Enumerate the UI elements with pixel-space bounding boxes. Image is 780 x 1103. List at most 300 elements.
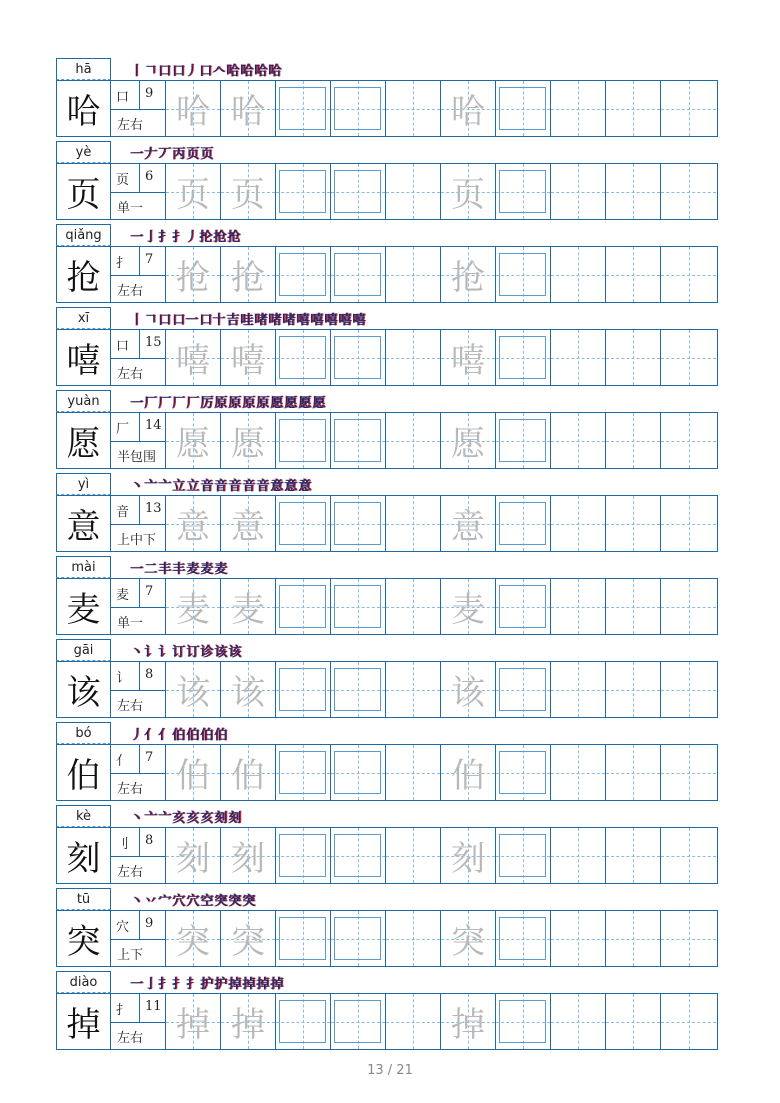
writing-box[interactable] <box>334 1000 381 1043</box>
writing-box[interactable] <box>279 668 326 711</box>
practice-cell[interactable] <box>331 81 386 136</box>
practice-cell[interactable] <box>441 994 496 1049</box>
writing-box[interactable] <box>499 751 546 794</box>
practice-cell[interactable] <box>276 413 331 468</box>
writing-box[interactable] <box>334 87 381 130</box>
practice-cell[interactable] <box>661 911 716 966</box>
practice-cell[interactable] <box>331 662 386 717</box>
stroke-count: 6 <box>145 169 154 184</box>
practice-cell[interactable] <box>166 828 221 883</box>
practice-cell[interactable] <box>331 164 386 219</box>
writing-box[interactable] <box>499 585 546 628</box>
practice-cell[interactable] <box>496 994 551 1049</box>
stroke-step: 二 <box>144 562 158 577</box>
practice-cell[interactable] <box>221 164 276 219</box>
practice-cell[interactable] <box>551 828 606 883</box>
practice-cell[interactable] <box>551 745 606 800</box>
stroke-step: 页 <box>186 147 200 162</box>
practice-cell[interactable] <box>386 579 441 634</box>
practice-cell[interactable] <box>276 579 331 634</box>
model-character: 页 <box>57 164 111 219</box>
practice-cell[interactable] <box>221 828 276 883</box>
practice-cell[interactable] <box>331 496 386 551</box>
practice-cell[interactable] <box>441 745 496 800</box>
radical-label: 口 <box>116 90 130 105</box>
practice-cell[interactable] <box>276 247 331 302</box>
stroke-step: 啫 <box>282 313 296 328</box>
practice-cell[interactable] <box>441 496 496 551</box>
practice-cell[interactable] <box>331 911 386 966</box>
practice-cell[interactable] <box>606 828 661 883</box>
practice-cell[interactable] <box>496 496 551 551</box>
pinyin-label: tū <box>56 888 111 910</box>
trace-character: 麦 <box>176 590 210 630</box>
writing-box[interactable] <box>279 253 326 296</box>
character-info <box>111 496 166 551</box>
practice-cell[interactable] <box>496 330 551 385</box>
stroke-step: 啫 <box>268 313 282 328</box>
practice-cell[interactable] <box>276 496 331 551</box>
practice-cell[interactable] <box>496 745 551 800</box>
stroke-count: 11 <box>145 999 162 1014</box>
stroke-step: 亅 <box>144 977 158 992</box>
practice-cell[interactable] <box>661 247 716 302</box>
structure-label: 左右 <box>117 284 144 299</box>
pinyin-label: yè <box>56 141 111 163</box>
stroke-count: 14 <box>145 418 162 433</box>
practice-cell[interactable] <box>386 745 441 800</box>
practice-cell[interactable] <box>551 911 606 966</box>
practice-cell[interactable] <box>496 911 551 966</box>
practice-cell[interactable] <box>386 81 441 136</box>
stroke-step: 亠 <box>158 811 172 826</box>
practice-cell[interactable] <box>276 828 331 883</box>
model-character: 掉 <box>57 994 111 1049</box>
stroke-step: 嘻 <box>296 313 310 328</box>
practice-cell[interactable] <box>276 745 331 800</box>
stroke-step: 意 <box>270 479 284 494</box>
practice-cell[interactable] <box>331 330 386 385</box>
writing-box[interactable] <box>334 336 381 379</box>
writing-grid-row <box>56 827 718 884</box>
practice-cell[interactable] <box>386 496 441 551</box>
model-character: 麦 <box>57 579 111 634</box>
stroke-step: 嘻 <box>324 313 338 328</box>
practice-cell[interactable] <box>276 81 331 136</box>
structure-label: 上下 <box>117 948 144 963</box>
stroke-step: 丶 <box>130 811 144 826</box>
pinyin-label: gāi <box>56 639 111 661</box>
practice-cell[interactable] <box>441 911 496 966</box>
trace-character: 掉 <box>176 1005 210 1045</box>
practice-cell[interactable] <box>276 164 331 219</box>
stroke-order-sequence <box>130 391 326 411</box>
writing-box[interactable] <box>334 668 381 711</box>
practice-cell[interactable] <box>166 330 221 385</box>
practice-cell[interactable] <box>606 579 661 634</box>
structure-label: 半包围 <box>117 450 157 465</box>
practice-cell[interactable] <box>606 81 661 136</box>
practice-cell[interactable] <box>496 579 551 634</box>
stroke-step: 掉 <box>270 977 284 992</box>
trace-character: 掉 <box>451 1005 485 1045</box>
practice-cell[interactable] <box>606 330 661 385</box>
practice-cell[interactable] <box>331 994 386 1049</box>
writing-box[interactable] <box>279 87 326 130</box>
stroke-step: 丆 <box>158 147 172 162</box>
writing-box[interactable] <box>499 834 546 877</box>
writing-box[interactable] <box>334 751 381 794</box>
practice-cell[interactable] <box>441 828 496 883</box>
trace-character: 意 <box>451 507 485 547</box>
practice-cell[interactable] <box>496 662 551 717</box>
trace-character: 哈 <box>451 92 485 132</box>
stroke-step: 立 <box>172 479 186 494</box>
stroke-step: 突 <box>228 894 242 909</box>
stroke-order-sequence <box>130 142 214 162</box>
writing-box[interactable] <box>499 170 546 213</box>
practice-cell[interactable] <box>496 413 551 468</box>
practice-cell[interactable] <box>606 496 661 551</box>
writing-box[interactable] <box>499 419 546 462</box>
trace-character: 哈 <box>176 92 210 132</box>
radical-label: 口 <box>116 339 130 354</box>
trace-character: 哈 <box>231 92 265 132</box>
writing-grid-row <box>56 163 718 220</box>
practice-cell[interactable] <box>661 994 716 1049</box>
practice-cell[interactable] <box>551 330 606 385</box>
writing-grid-row <box>56 329 718 386</box>
practice-cell[interactable] <box>221 496 276 551</box>
stroke-step: 讠 <box>158 645 172 660</box>
writing-box[interactable] <box>499 917 546 960</box>
stroke-count: 8 <box>145 833 154 848</box>
practice-cell[interactable] <box>661 81 716 136</box>
stroke-step: 吉 <box>226 313 240 328</box>
practice-cell[interactable] <box>441 164 496 219</box>
trace-character: 嘻 <box>176 341 210 381</box>
trace-character: 该 <box>451 673 485 713</box>
stroke-step: 伯 <box>186 728 200 743</box>
writing-box[interactable] <box>499 87 546 130</box>
practice-cell[interactable] <box>166 247 221 302</box>
writing-box[interactable] <box>499 668 546 711</box>
pinyin-label: kè <box>56 805 111 827</box>
stroke-step: 抡 <box>199 230 213 245</box>
writing-box[interactable] <box>334 585 381 628</box>
writing-box[interactable] <box>279 585 326 628</box>
stroke-count: 9 <box>145 86 154 101</box>
character-info <box>111 911 166 966</box>
stroke-step: 宀 <box>158 894 172 909</box>
practice-cell[interactable] <box>276 911 331 966</box>
practice-sheet <box>56 58 718 1054</box>
practice-cell[interactable] <box>661 330 716 385</box>
structure-label: 上中下 <box>117 533 157 548</box>
practice-cell[interactable] <box>551 496 606 551</box>
stroke-step: 页 <box>200 147 214 162</box>
writing-box[interactable] <box>279 751 326 794</box>
radical-label: 穴 <box>116 920 130 935</box>
writing-box[interactable] <box>499 1000 546 1043</box>
writing-grid-row <box>56 246 718 303</box>
practice-cell[interactable] <box>661 164 716 219</box>
writing-box[interactable] <box>279 336 326 379</box>
practice-cell[interactable] <box>441 81 496 136</box>
practice-cell[interactable] <box>221 579 276 634</box>
practice-cell[interactable] <box>606 662 661 717</box>
practice-cell[interactable] <box>386 994 441 1049</box>
practice-cell[interactable] <box>221 81 276 136</box>
stroke-order-sequence <box>130 59 282 79</box>
stroke-step: 刻 <box>228 811 242 826</box>
practice-cell[interactable] <box>441 330 496 385</box>
writing-box[interactable] <box>334 834 381 877</box>
trace-character: 麦 <box>451 590 485 630</box>
stroke-count: 15 <box>145 335 162 350</box>
practice-cell[interactable] <box>166 662 221 717</box>
writing-grid-row <box>56 578 718 635</box>
practice-cell[interactable] <box>441 247 496 302</box>
practice-cell[interactable] <box>331 828 386 883</box>
structure-label: 左右 <box>117 865 144 880</box>
writing-box[interactable] <box>499 253 546 296</box>
practice-cell[interactable] <box>496 164 551 219</box>
practice-cell[interactable] <box>221 994 276 1049</box>
stroke-order-sequence <box>130 806 242 826</box>
stroke-step: 穴 <box>172 894 186 909</box>
practice-cell[interactable] <box>551 81 606 136</box>
practice-cell[interactable] <box>276 994 331 1049</box>
stroke-step: 穴 <box>186 894 200 909</box>
practice-cell[interactable] <box>331 247 386 302</box>
stroke-order-sequence <box>130 557 228 577</box>
stroke-count: 7 <box>145 750 154 765</box>
trace-character: 嘻 <box>231 341 265 381</box>
practice-cell[interactable] <box>276 662 331 717</box>
practice-cell[interactable] <box>386 662 441 717</box>
practice-cell[interactable] <box>551 164 606 219</box>
structure-label: 单一 <box>117 201 144 216</box>
stroke-step: 哇 <box>240 313 254 328</box>
writing-box[interactable] <box>334 170 381 213</box>
practice-cell[interactable] <box>221 413 276 468</box>
writing-box[interactable] <box>334 419 381 462</box>
character-info <box>111 994 166 1049</box>
stroke-step: 一 <box>130 147 144 162</box>
practice-cell[interactable] <box>331 745 386 800</box>
practice-cell[interactable] <box>606 247 661 302</box>
stroke-step: 音 <box>256 479 270 494</box>
practice-cell[interactable] <box>661 496 716 551</box>
practice-cell[interactable] <box>661 579 716 634</box>
trace-character: 愿 <box>176 424 210 464</box>
stroke-step: 愿 <box>270 396 284 411</box>
trace-character: 麦 <box>231 590 265 630</box>
trace-character: 嘻 <box>451 341 485 381</box>
stroke-step: 𠂇 <box>144 147 158 162</box>
practice-cell[interactable] <box>606 994 661 1049</box>
writing-box[interactable] <box>279 834 326 877</box>
writing-box[interactable] <box>334 253 381 296</box>
practice-cell[interactable] <box>386 911 441 966</box>
stroke-step: 口 <box>158 313 172 328</box>
practice-cell[interactable] <box>386 413 441 468</box>
writing-box[interactable] <box>279 419 326 462</box>
stroke-step: 𠃍 <box>144 64 158 79</box>
practice-cell[interactable] <box>496 247 551 302</box>
practice-cell[interactable] <box>606 745 661 800</box>
stroke-order-sequence <box>130 972 284 992</box>
writing-box[interactable] <box>499 502 546 545</box>
practice-cell[interactable] <box>661 828 716 883</box>
practice-cell[interactable] <box>606 164 661 219</box>
stroke-step: 厂 <box>144 396 158 411</box>
practice-cell[interactable] <box>386 164 441 219</box>
stroke-order-sequence <box>130 640 242 660</box>
practice-cell[interactable] <box>551 994 606 1049</box>
radical-label: 音 <box>116 505 130 520</box>
stroke-step: 音 <box>242 479 256 494</box>
practice-cell[interactable] <box>386 828 441 883</box>
stroke-step: 原 <box>256 396 270 411</box>
pinyin-label: hā <box>56 58 111 80</box>
practice-cell[interactable] <box>606 413 661 468</box>
pinyin-label: yuàn <box>56 390 111 412</box>
stroke-step: 嘻 <box>310 313 324 328</box>
practice-cell[interactable] <box>166 164 221 219</box>
character-entry <box>56 224 718 307</box>
trace-character: 刻 <box>176 839 210 879</box>
radical-label: 扌 <box>116 256 130 271</box>
practice-cell[interactable] <box>386 330 441 385</box>
trace-character: 意 <box>231 507 265 547</box>
stroke-step: 𠃍 <box>144 313 158 328</box>
writing-box[interactable] <box>279 502 326 545</box>
stroke-step: 丙 <box>172 147 186 162</box>
model-character: 意 <box>57 496 111 551</box>
writing-grid-row <box>56 744 718 801</box>
model-character: 该 <box>57 662 111 717</box>
structure-label: 左右 <box>117 367 144 382</box>
stroke-order-sequence <box>130 723 228 743</box>
writing-box[interactable] <box>279 917 326 960</box>
practice-cell[interactable] <box>221 911 276 966</box>
stroke-count: 7 <box>145 584 154 599</box>
stroke-step: 一 <box>130 977 144 992</box>
practice-cell[interactable] <box>166 579 221 634</box>
practice-cell[interactable] <box>166 496 221 551</box>
practice-cell[interactable] <box>166 745 221 800</box>
stroke-step: 一 <box>130 230 144 245</box>
character-info <box>111 662 166 717</box>
stroke-step: 一 <box>130 562 144 577</box>
stroke-step: 刻 <box>214 811 228 826</box>
practice-cell[interactable] <box>551 662 606 717</box>
trace-character: 抢 <box>231 258 265 298</box>
practice-cell[interactable] <box>221 662 276 717</box>
model-character: 突 <box>57 911 111 966</box>
practice-cell[interactable] <box>331 413 386 468</box>
writing-grid-row <box>56 412 718 469</box>
writing-box[interactable] <box>334 917 381 960</box>
stroke-step: 伯 <box>214 728 228 743</box>
practice-cell[interactable] <box>166 911 221 966</box>
practice-cell[interactable] <box>661 413 716 468</box>
radical-label: 讠 <box>116 671 130 686</box>
stroke-step: 音 <box>214 479 228 494</box>
writing-box[interactable] <box>279 170 326 213</box>
stroke-step: 扌 <box>158 230 172 245</box>
structure-label: 左右 <box>117 118 144 133</box>
stroke-step: 亠 <box>144 479 158 494</box>
practice-cell[interactable] <box>221 745 276 800</box>
writing-box[interactable] <box>279 1000 326 1043</box>
practice-cell[interactable] <box>441 662 496 717</box>
practice-cell[interactable] <box>551 579 606 634</box>
stroke-step: 亥 <box>200 811 214 826</box>
pinyin-label: bó <box>56 722 111 744</box>
practice-cell[interactable] <box>661 745 716 800</box>
practice-cell[interactable] <box>386 247 441 302</box>
practice-cell[interactable] <box>496 828 551 883</box>
stroke-step: 该 <box>214 645 228 660</box>
stroke-step: 空 <box>200 894 214 909</box>
writing-box[interactable] <box>499 336 546 379</box>
trace-character: 愿 <box>451 424 485 464</box>
practice-cell[interactable] <box>166 994 221 1049</box>
practice-cell[interactable] <box>331 579 386 634</box>
page-number: 13 / 21 <box>367 1063 413 1078</box>
practice-cell[interactable] <box>166 413 221 468</box>
stroke-step: 订 <box>172 645 186 660</box>
stroke-count: 7 <box>145 252 154 267</box>
stroke-step: 嘻 <box>352 313 366 328</box>
structure-label: 单一 <box>117 616 144 631</box>
practice-cell[interactable] <box>221 330 276 385</box>
trace-character: 伯 <box>451 756 485 796</box>
practice-cell[interactable] <box>441 579 496 634</box>
writing-box[interactable] <box>334 502 381 545</box>
practice-cell[interactable] <box>166 81 221 136</box>
practice-cell[interactable] <box>221 247 276 302</box>
practice-cell[interactable] <box>441 413 496 468</box>
stroke-step: 哈 <box>240 64 254 79</box>
stroke-count: 8 <box>145 667 154 682</box>
practice-cell[interactable] <box>496 81 551 136</box>
stroke-step: 亠 <box>158 479 172 494</box>
practice-cell[interactable] <box>551 413 606 468</box>
stroke-step: 扌丿 <box>172 230 199 245</box>
stroke-step: 啫 <box>254 313 268 328</box>
stroke-step: 哈 <box>254 64 268 79</box>
radical-label: 页 <box>116 173 130 188</box>
practice-cell[interactable] <box>606 911 661 966</box>
stroke-step: 丶 <box>130 894 144 909</box>
character-entry <box>56 307 718 390</box>
practice-cell[interactable] <box>661 662 716 717</box>
trace-character: 抢 <box>451 258 485 298</box>
stroke-step: 愿 <box>298 396 312 411</box>
writing-grid-row <box>56 495 718 552</box>
trace-character: 刻 <box>451 839 485 879</box>
practice-cell[interactable] <box>551 247 606 302</box>
stroke-step: 丶 <box>130 645 144 660</box>
stroke-step: 口一 <box>172 313 199 328</box>
character-entry <box>56 473 718 556</box>
practice-cell[interactable] <box>276 330 331 385</box>
character-entry <box>56 639 718 722</box>
